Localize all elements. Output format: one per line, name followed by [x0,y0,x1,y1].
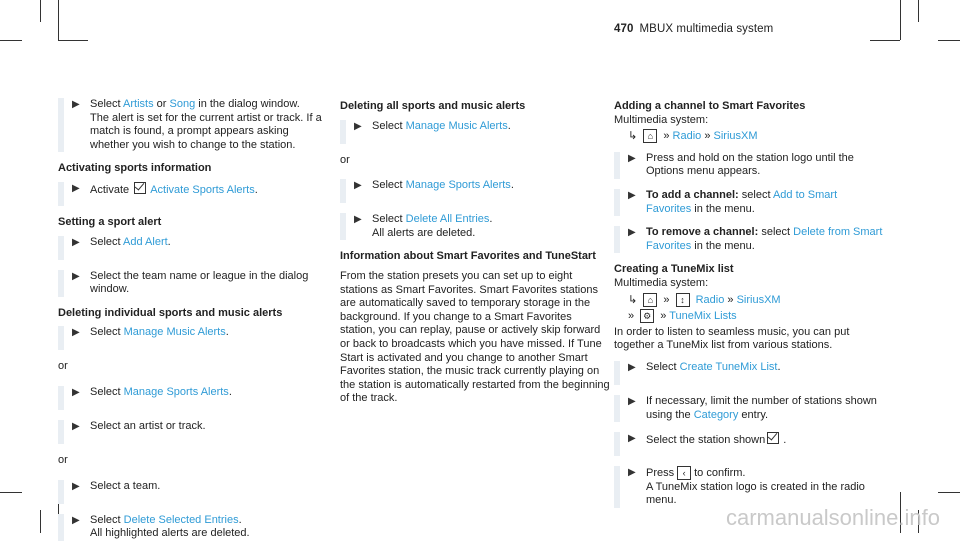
step-item: ▶ To remove a channel: select Delete from Smart Favorites in the menu. [614,226,884,253]
arrow-icon: ▶ [72,386,80,398]
step-item: ▶ Select the station shown . [614,432,884,456]
section-heading: Activating sports information [58,162,212,175]
column-middle [340,100,610,414]
step-item: ▶ Select Artists or Song in the dialog window. The alert is set for the current artist or track. If a match is found, a prompt appears asking whether you wish to change to the station. [58,98,328,152]
link-song[interactable]: Song [169,98,196,110]
arrow-icon: ▶ [72,327,80,339]
arrow-icon: ▶ [628,433,636,445]
arrow-icon: ▶ [354,214,362,226]
arrow-icon: ▶ [628,361,636,373]
arrow-icon: ▶ [72,420,80,432]
chevron-icon: » [727,293,734,306]
link-tunemix-lists[interactable]: TuneMix Lists [669,310,737,323]
step-item: ▶ Press ‹ to confirm. A TuneMix station logo is created in the radio menu. [614,466,884,508]
crop-mark [40,0,41,22]
link-siriusxm[interactable]: SiriusXM [736,293,781,306]
path-start-icon: ↳ [628,293,638,306]
step-text: The alert is set for the current artist or track. If a match is found, a prompt appears asking whether you wish to change to the station. [90,111,322,151]
page-title: MBUX multimedia system [639,23,774,35]
crop-mark [870,40,900,41]
arrow-icon: ▶ [628,395,636,407]
chevron-icon: » [704,130,711,143]
step-item: ▶ Select Add Alert. [58,236,328,260]
crop-mark [938,492,960,493]
arrow-icon: ▶ [72,514,80,526]
back-icon: ‹ [677,466,691,480]
home-icon: ⌂ [643,293,657,307]
step-item: ▶ Select Manage Music Alerts. [340,120,610,144]
step-item: ▶ Select Manage Music Alerts. [58,326,328,350]
chevron-icon: » [660,310,667,323]
crop-mark [938,40,960,41]
chevron-icon: » [663,130,670,143]
gear-icon: ⚙ [640,309,654,323]
section-heading: Setting a sport alert [58,215,162,228]
radio-icon: ↕ [676,293,690,307]
step-item: ▶ Activate Activate Sports Alerts. [58,182,328,206]
page-header [614,23,773,35]
crop-mark [0,40,22,41]
section-heading: Deleting all sports and music alerts [340,100,526,112]
step-item: ▶ Select Create TuneMix List. [614,361,884,385]
arrow-icon: ▶ [72,99,80,110]
arrow-icon: ▶ [628,227,636,239]
multimedia-label: Multimedia system: [614,113,709,126]
arrow-icon: ▶ [628,152,636,164]
arrow-icon: ▶ [628,189,636,201]
path-start-icon: ↳ [628,130,638,143]
step-item: ▶ Select Delete Selected Entries. All highlighted alerts are deleted. [58,514,328,541]
crop-mark [58,40,88,41]
link-add-alert[interactable]: Add Alert [123,235,168,248]
info-paragraph: From the station presets you can set up to eight stations as Smart Favorites. Smart Favorites stations are automatically saved to temporary storage in the background. If you change to a Smart Favorites station, you can replay, pause or actively skip forward or back to broadcasts which you have missed. If Tune Start is activated and you change to another Smart Favorites station, the music track currently playing on the station is automatically restarted from the beginning of the track. [340,269,610,405]
link-activate-sports-alerts[interactable]: Activate Sports Alerts [150,183,255,196]
arrow-icon: ▶ [354,180,362,192]
section-heading: Adding a channel to Smart Favorites [614,100,806,112]
link-delete-from-smart-favorites[interactable]: Delete from Smart Favorites [646,226,883,252]
menu-path [614,129,884,144]
link-artists[interactable]: Artists [123,98,154,110]
step-item: ▶ Select Manage Sports Alerts. [58,386,328,410]
link-manage-sports-alerts[interactable]: Manage Sports Alerts [405,179,511,192]
link-manage-music-alerts[interactable]: Manage Music Alerts [123,326,226,339]
step-item: ▶ Select Delete All Entries. All alerts are deleted. [340,213,610,240]
section-heading: Creating a TuneMix list [614,263,734,276]
link-manage-music-alerts[interactable]: Manage Music Alerts [405,119,508,132]
link-siriusxm[interactable]: SiriusXM [713,130,758,143]
section-heading: Information about Smart Favorites and TuneStart [340,250,596,263]
arrow-icon: ▶ [72,270,80,282]
checkbox-icon [134,182,146,194]
arrow-icon: ▶ [354,120,362,132]
step-item: ▶ Select Manage Sports Alerts. [340,179,610,203]
arrow-icon: ▶ [72,236,80,248]
menu-path [614,309,884,324]
home-icon: ⌂ [643,129,657,143]
step-item: ▶ Select an artist or track. [58,420,328,444]
or-text: or [58,453,68,466]
arrow-icon: ▶ [72,182,80,194]
tunemix-paragraph: In order to listen to seamless music, you can put together a TuneMix list from various stations. [614,325,850,352]
step-item: ▶ To add a channel: select Add to Smart Favorites in the menu. [614,189,884,216]
multimedia-label: Multimedia system: [614,276,709,289]
step-item: ▶ Select a team. [58,480,328,504]
link-radio[interactable]: Radio [695,293,725,306]
column-right [614,100,884,518]
or-text: or [58,360,68,373]
section-heading: Deleting individual sports and music alerts [58,306,283,319]
step-item: ▶ Press and hold on the station logo until the Options menu appears. [614,152,884,179]
link-radio[interactable]: Radio [672,130,702,143]
link-delete-selected-entries[interactable]: Delete Selected Entries [123,513,239,526]
chevron-icon: » [628,310,635,323]
crop-mark [40,510,41,533]
crop-mark [0,492,22,493]
menu-path [614,293,884,308]
link-create-tunemix-list[interactable]: Create TuneMix List [679,360,778,373]
link-add-to-smart-favorites[interactable]: Add to Smart Favorites [646,188,838,215]
arrow-icon: ▶ [628,467,636,479]
or-text: or [340,153,350,166]
crop-mark [918,0,919,22]
crop-mark [58,0,59,40]
crop-mark [900,0,901,40]
link-manage-sports-alerts[interactable]: Manage Sports Alerts [123,385,229,398]
checkbox-icon [767,432,779,444]
page-number: 470 [614,23,634,35]
step-item: ▶ Select the team name or league in the dialog window. [58,270,328,297]
column-left [58,98,328,551]
link-category[interactable]: Category [693,408,739,421]
chevron-icon: » [663,293,670,306]
watermark: carmanualsonline.info [725,505,940,530]
step-item: ▶ If necessary, limit the number of stations shown using the Category entry. [614,395,884,422]
link-delete-all-entries[interactable]: Delete All Entries [405,213,490,226]
arrow-icon: ▶ [72,480,80,492]
